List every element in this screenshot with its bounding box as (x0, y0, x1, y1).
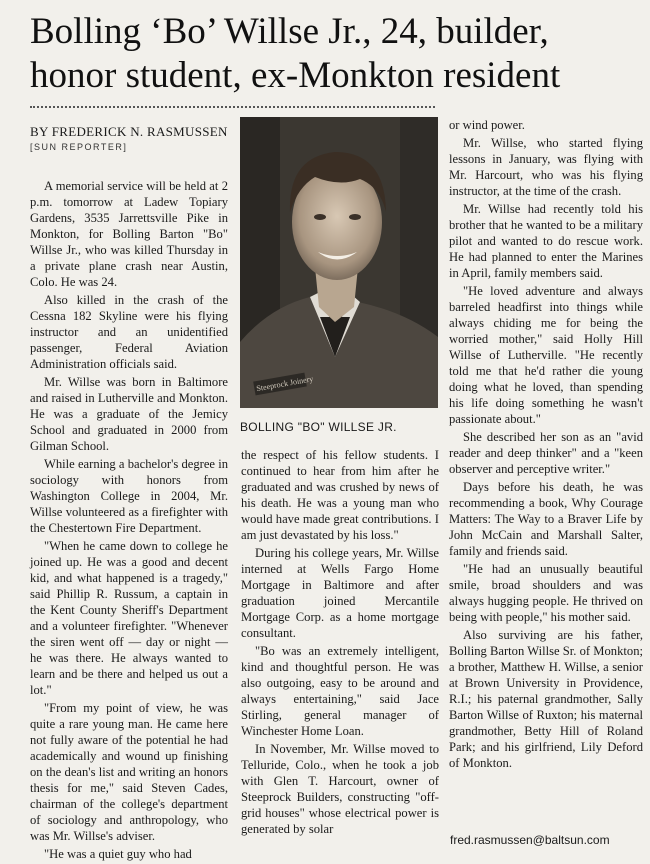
article-column-1 (30, 178, 228, 864)
headline-line-1: Bolling ‘Bo’ Willse Jr., 24, builder, (30, 11, 549, 52)
paragraph: "He was a quiet guy who had (44, 847, 192, 861)
paragraph: "Bo was an extremely intelligent, kind and thoughtful person. He was also outgoing, easy to be around and always entertaining," said Jace Stirling, general manager of Winchester Home Loan. (241, 644, 439, 738)
jacket-patch-text: Steeprock Joinery (255, 374, 314, 394)
paragraph: Also surviving are his father, Bolling Barton Willse Sr. of Monkton; a brother, Matthew H. Willse, a senior at Brown University in Providence, R.I.; his paternal grandmother, Sally Barton Willse of Ruxton; his maternal grandmother, Betty Hill of Roland Park; and his girlfriend, Lily Deford of Monkton. (449, 628, 643, 770)
paragraph: Mr. Willse, who started flying lessons in January, was flying with Mr. Harcourt, who was his flying instructor, at the time of the crash. (449, 136, 643, 198)
paragraph: During his college years, Mr. Willse interned at Wells Fargo Home Mortgage in Baltimore and after graduation joined Mercantile Mortgage Corp. as a home mortgage consultant. (241, 546, 439, 640)
paragraph: A memorial service will be held at 2 p.m. tomorrow at Ladew Topiary Gardens, 3535 Jarrettsville Pike in Monkton, for Bolling Barton "Bo" Willse Jr., who was killed Thursday in a private plane crash near Austin, Colo. He was 24. (30, 179, 228, 289)
paragraph: In November, Mr. Willse moved to Telluride, Colo., when he took a job with Glen T. Harcourt, owner of Steeprock Builders, constructing "off-grid houses" whose electrical power is generated by solar (241, 742, 439, 836)
author-email: fred.rasmussen@baltsun.com (450, 833, 610, 847)
paragraph: Days before his death, he was recommending a book, Why Courage Matters: The Way to a Braver Life by John McCain and Marshall Salter, family and friends said. (449, 480, 643, 558)
paragraph: She described her son as an "avid reader and deep thinker" and a "keen observer and perceptive writer." (449, 430, 643, 476)
paragraph: While earning a bachelor's degree in sociology with honors from Washington College in 2004, Mr. Willse volunteered as a firefighter with the Chestertown Fire Department. (30, 457, 228, 535)
portrait-photo (240, 117, 438, 408)
paragraph: "From my point of view, he was quite a rare young man. He came here not fully aware of the potential he had academically and wound up finishing on the dean's list and writing an honors thesis for me," said Steven Cades, chairman of the college's department of sociology and anthropology, who was Mr. Willse's adviser. (30, 701, 228, 843)
paragraph: Also killed in the crash of the Cessna 182 Skyline were his flying instructor and an unidentified passenger, Federal Aviation Administration officials said. (30, 293, 228, 371)
paragraph: "He had an unusually beautiful smile, broad shoulders and was always hugging people. He thrived on being with people," his mother said. (449, 562, 643, 624)
paragraph: "When he came down to college he joined up. He was a good and decent kid, and what happened is a tragedy," said Phillip R. Russum, a captain in the Kent County Sheriff's Department and a volunteer firefighter. "Whenever the siren went off — day or night — he was there. He always wanted to learn and be there and helped us out a lot." (30, 539, 228, 697)
headline-line-2: honor student, ex-Monkton resident (30, 55, 561, 96)
portrait-illustration (240, 117, 438, 408)
paragraph: Mr. Willse was born in Baltimore and raised in Lutherville and Monkton. He was a graduate of the Jemicy School and graduated in 2000 from Gilman School. (30, 375, 228, 453)
paragraph: or wind power. (449, 118, 525, 132)
paragraph: "He loved adventure and always barreled headfirst into things while always chiding me for being the worried mother," said Holly Hill Willse of Lutherville. "He recently told me that he'd rather die young doing what he loved, than spending his life doing something he wasn't passionate about." (449, 284, 643, 426)
article-column-3 (449, 117, 643, 773)
article-column-2 (241, 447, 439, 839)
paragraph: Mr. Willse had recently told his brother that he wanted to be a military pilot and wanted to do rescue work. He had planned to enter the Marines in April, family members said. (449, 202, 643, 280)
photo-caption: BOLLING "BO" WILLSE JR. (240, 420, 397, 434)
dotted-divider (30, 106, 435, 108)
byline-author: BY FREDERICK N. RASMUSSEN (30, 124, 228, 139)
paragraph: the respect of his fellow students. I continued to hear from him after he graduated and was crushed by news of his death. He was a young man who would have made great contributions. I am just devastated by his loss." (241, 448, 439, 542)
headline (30, 10, 640, 98)
byline-outlet: [SUN REPORTER] (30, 142, 128, 152)
